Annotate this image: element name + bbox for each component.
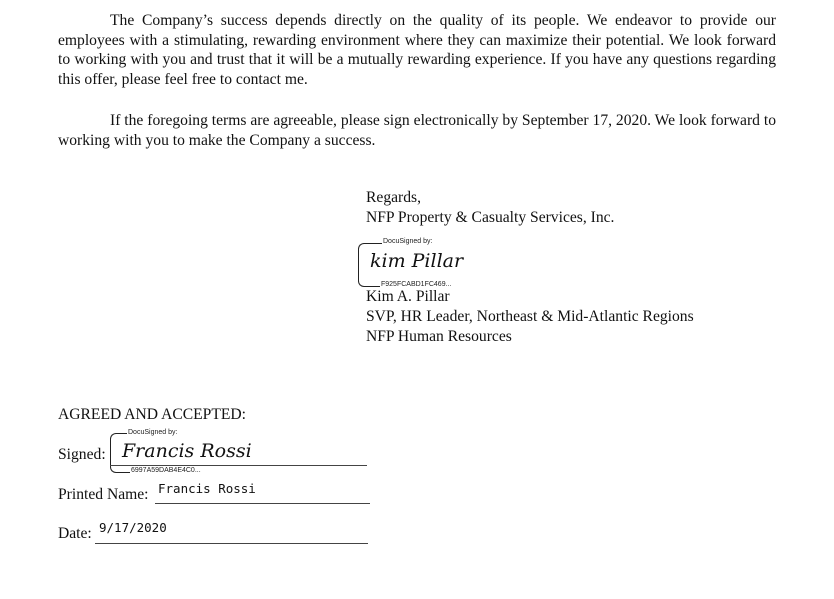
printed-name-line: [155, 503, 370, 504]
docusign-envelope-id: F925FCABD1FC469...: [381, 281, 452, 288]
signature-kim-pillar: kim Pillar: [370, 250, 464, 272]
acceptance-heading: AGREED AND ACCEPTED:: [58, 406, 246, 423]
date-label: Date:: [58, 525, 92, 542]
signer-department: NFP Human Resources: [366, 328, 512, 345]
docusign-header: DocuSigned by:: [383, 238, 433, 245]
docusign-envelope-id: 6997A59DAB4E4C0...: [131, 467, 201, 474]
date-value: 9/17/2020: [99, 520, 167, 535]
offer-paragraph-2: If the foregoing terms are agreeable, please sign electronically by September 17, 2020. We look forward to working with you to make the Company a success.: [58, 112, 776, 149]
salutation: Regards,: [366, 189, 421, 206]
signature-francis-rossi: Francis Rossi: [122, 440, 252, 462]
signed-label: Signed:: [58, 446, 106, 463]
offer-paragraph-1: The Company’s success depends directly on the quality of its people. We endeavor to provide our employees with a stimulating, rewarding environment where they can maximize their potential. We look forward to working with you and trust that it will be a mutually rewarding experience. If you have any questions regarding this offer, please feel free to contact me.: [58, 12, 776, 88]
printed-name-value: Francis Rossi: [158, 481, 256, 496]
docusign-header: DocuSigned by:: [128, 429, 178, 436]
printed-name-label: Printed Name:: [58, 486, 149, 503]
company-name: NFP Property & Casualty Services, Inc.: [366, 209, 615, 226]
signer-name: Kim A. Pillar: [366, 288, 450, 305]
signer-title: SVP, HR Leader, Northeast & Mid-Atlantic Regions: [366, 308, 694, 325]
signed-line: [110, 465, 367, 466]
date-line: [95, 543, 368, 544]
